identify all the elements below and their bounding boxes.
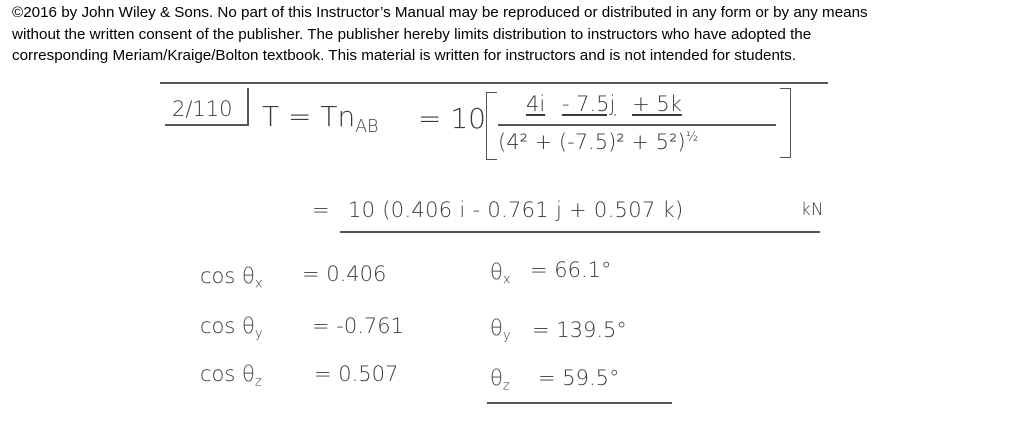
cos-x-value: = 0.406 bbox=[302, 262, 387, 286]
cos-z-label: $\cos \theta_z$ bbox=[200, 362, 262, 390]
eq1-lhs: $T = Tn_{AB}$ bbox=[262, 100, 379, 138]
answer-underline bbox=[487, 402, 672, 404]
eq1-denominator: $(4^2 + (-7.5)^2 + 5^2)^{\frac{1}{2}}$ bbox=[498, 130, 699, 154]
theta-y-label: $\theta_y$ bbox=[490, 316, 511, 344]
theta-x-label: $\theta_x$ bbox=[490, 260, 511, 288]
problem-number-underline bbox=[165, 124, 247, 126]
eq1-den-exponent: ½ bbox=[685, 130, 699, 146]
cos-z-value: = 0.507 bbox=[314, 362, 399, 386]
notice-line-3: corresponding Meriam/Kraige/Bolton textbook. This material is written for instructors and is not intended for students. bbox=[12, 47, 796, 64]
eq1-left-bracket bbox=[486, 92, 497, 160]
eq1-num-j: - 7.5j bbox=[561, 92, 616, 116]
eq1-lhs-subscript: AB bbox=[355, 117, 379, 138]
top-rule bbox=[160, 82, 828, 84]
theta-z-value: = 59.5° bbox=[538, 366, 620, 390]
problem-number: 2/110 bbox=[172, 97, 233, 121]
eq2-unit: kN bbox=[801, 200, 824, 220]
theta-y-value: = 139.5° bbox=[532, 318, 627, 342]
eq2-underline bbox=[340, 231, 820, 233]
eq2-value: 10 (0.406 i - 0.761 j + 0.507 k) bbox=[348, 198, 684, 222]
eq1-numerator bbox=[526, 92, 682, 116]
eq1-num-k: + 5k bbox=[632, 92, 682, 116]
notice-line-2: without the written consent of the publisher. The publisher hereby limits distribution to instructors who have adopted the bbox=[12, 25, 812, 43]
theta-z-label: $\theta_z$ bbox=[490, 366, 510, 394]
problem-number-divider bbox=[247, 88, 249, 126]
cos-y-label: $\cos \theta_y$ bbox=[200, 314, 263, 342]
notice-line-1: ©2016 by John Wiley & Sons. No part of this Instructor’s Manual may be reproduced or distributed in any form or by any means bbox=[12, 4, 868, 21]
copyright-notice bbox=[12, 2, 1002, 67]
cos-y-value: = -0.761 bbox=[312, 314, 404, 338]
eq1-num-i: 4i bbox=[526, 92, 546, 116]
eq1-fraction-bar bbox=[498, 124, 776, 126]
eq1-right-bracket bbox=[780, 88, 791, 158]
theta-x-value: = 66.1° bbox=[530, 258, 612, 282]
cos-x-label: $\cos \theta_x$ bbox=[200, 264, 263, 292]
eq1-ten: = 10 bbox=[418, 102, 486, 135]
eq2-equals: = bbox=[312, 198, 330, 222]
